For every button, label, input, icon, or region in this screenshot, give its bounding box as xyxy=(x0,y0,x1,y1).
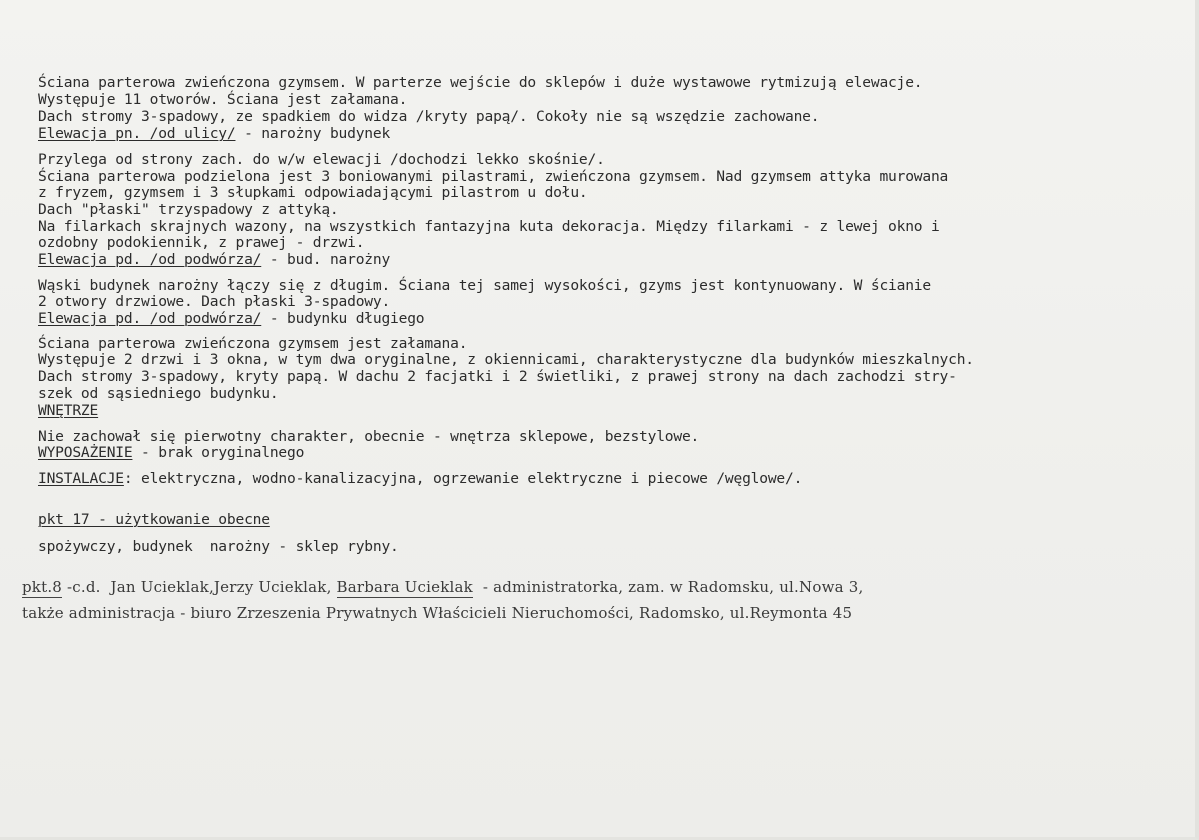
text-line: Ściana parterowa zwieńczona gzymsem jest załamana. xyxy=(38,335,468,352)
text-line: Dach "płaski" trzyspadowy z attyką. xyxy=(38,201,339,218)
heading-line xyxy=(38,512,270,528)
text-fragment: : elektryczna, wodno-kanalizacyjna, ogrzewanie elektryczne i piecowe /węglowe/. xyxy=(123,470,803,487)
text-line: Występuje 11 otworów. Ściana jest załamana. xyxy=(38,91,408,108)
heading-elewacja-pd-1: Elewacja pd. /od podwórza/ xyxy=(38,251,262,268)
text-line: spożywczy, budynek narożny - sklep rybny. xyxy=(38,538,399,555)
text-line: z fryzem, gzymsem i 3 słupkami odpowiadającymi pilastrom u dołu. xyxy=(38,184,588,201)
heading-line xyxy=(38,311,424,327)
heading-line xyxy=(38,471,802,487)
text-line: Dach stromy 3-spadowy, ze spadkiem do widza /kryty papą/. Cokoły nie są wszędzie zachowane. xyxy=(38,108,820,125)
text-fragment: - narożny budynek xyxy=(244,125,391,142)
heading-instalacje: INSTALACJE xyxy=(38,470,124,487)
text-line: szek od sąsiedniego budynku. xyxy=(38,385,279,402)
text-line: Przylega od strony zach. do w/w elewacji /dochodzi lekko skośnie/. xyxy=(38,151,605,168)
footer-cd: -c.d. Jan Ucieklak,Jerzy Ucieklak, xyxy=(62,578,337,596)
heading-elewacja-pn: Elewacja pn. /od ulicy/ xyxy=(38,125,236,142)
heading-wyposazenie: WYPOSAŻENIE xyxy=(38,444,133,461)
text-line: Na filarkach skrajnych wazony, na wszystkich fantazyjna kuta dekoracja. Między filarkami - z lewej okno i xyxy=(38,218,940,235)
text-line: Wąski budynek narożny łączy się z długim. Ściana tej samej wysokości, gzyms jest kontynuowany. W ścianie xyxy=(38,277,931,294)
heading-line xyxy=(38,252,390,268)
text-line: Występuje 2 drzwi i 3 okna, w tym dwa oryginalne, z okiennicami, charakterystyczne dla budynków mieszkalnych. xyxy=(38,351,974,368)
text-fragment: - brak oryginalnego xyxy=(141,444,305,461)
heading-line xyxy=(38,445,304,461)
text-line: Dach stromy 3-spadowy, kryty papą. W dachu 2 facjatki i 2 świetliki, z prawej strony na dach zachodzi stry- xyxy=(38,368,957,385)
footer-pkt: pkt.8 xyxy=(22,578,63,596)
text-fragment: - bud. narożny xyxy=(269,251,391,268)
heading-line xyxy=(38,126,390,142)
text-line: Nie zachował się pierwotny charakter, obecnie - wnętrza sklepowe, bezstylowe. xyxy=(38,428,700,445)
text-line: Ściana parterowa zwieńczona gzymsem. W parterze wejście do sklepów i duże wystawowe rytmizują elewacje. xyxy=(38,74,923,91)
text-fragment: - budynku długiego xyxy=(269,310,425,327)
heading-wnetrze: WNĘTRZE xyxy=(38,402,99,419)
footer-line-2: także administracja - biuro Zrzeszenia Prywatnych Właścicieli Nieruchomości, Radomsko, ul.Reymonta 45 xyxy=(22,604,853,622)
heading-pkt17: pkt 17 - użytkowanie obecne xyxy=(38,511,270,528)
text-line: Ściana parterowa podzielona jest 3 boniowanymi pilastrami, zwieńczona gzymsem. Nad gzymsem attyka murowana xyxy=(38,168,949,185)
heading-elewacja-pd-2: Elewacja pd. /od podwórza/ xyxy=(38,310,262,327)
footer-line-1 xyxy=(22,579,863,595)
footer-rest: - administratorka, zam. w Radomsku, ul.Nowa 3, xyxy=(472,578,864,596)
footer-name: Barbara Ucieklak xyxy=(336,578,473,596)
text-line: ozdobny podokiennik, z prawej - drzwi. xyxy=(38,234,365,251)
heading-line xyxy=(38,403,98,419)
text-line: 2 otwory drzwiowe. Dach płaski 3-spadowy. xyxy=(38,293,391,310)
